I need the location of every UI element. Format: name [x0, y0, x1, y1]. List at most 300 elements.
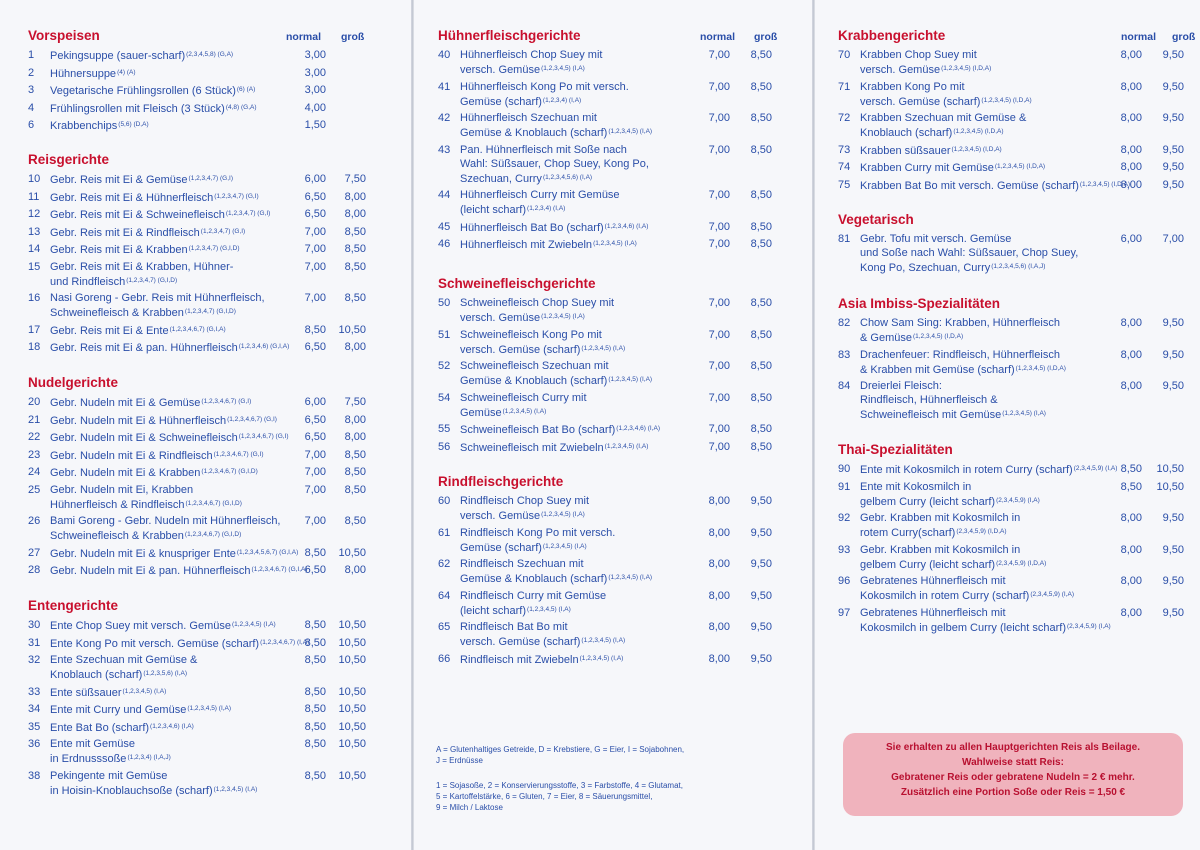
- item-text: versch. Gemüse (scharf): [460, 636, 581, 648]
- item-text: Wahl: Süßsauer, Chop Suey, Kong Po,: [460, 157, 649, 170]
- item-codes: (1,2,3,4,5) (I,A): [581, 344, 626, 352]
- price-gross: 8,00: [344, 208, 366, 220]
- menu-item[interactable]: [838, 543, 1192, 572]
- item-line: [860, 111, 1192, 125]
- item-description: [28, 48, 404, 63]
- menu-item[interactable]: [438, 143, 806, 186]
- price-normal: 8,50: [304, 636, 326, 649]
- price-normal: 6,50: [304, 564, 326, 576]
- menu-item[interactable]: [28, 207, 404, 222]
- item-text: Krabben Szechuan mit Gemüse &: [860, 112, 1027, 124]
- item-line: [860, 407, 1192, 422]
- price-header-gross: groß: [341, 31, 365, 43]
- section-header: [838, 296, 1192, 316]
- item-number: 22: [28, 431, 41, 443]
- item-text: Schweinefleisch Szechuan mit: [460, 360, 609, 372]
- item-codes: (1,2,3,4,5) (I,A): [502, 407, 547, 415]
- item-codes: (1,2,3,4,5) (I,D,A): [1079, 180, 1131, 188]
- price-gross: 8,50: [344, 243, 366, 255]
- item-line: [460, 342, 806, 357]
- price-gross: 8,50: [344, 466, 366, 478]
- item-line: [860, 588, 1192, 603]
- menu-item[interactable]: [438, 237, 806, 252]
- price-normal: 7,00: [708, 49, 730, 61]
- item-codes: (1,2,3,4,5) (I,D,A): [953, 128, 1004, 135]
- menu-item[interactable]: [28, 190, 404, 205]
- item-line: [460, 373, 806, 388]
- price-normal: 7,00: [708, 189, 730, 201]
- item-codes: (1,2,3,4,5) (I,A): [608, 376, 653, 383]
- menu-item[interactable]: [28, 618, 404, 633]
- notice-line: Wahlweise statt Reis:: [962, 757, 1064, 768]
- menu-item[interactable]: [438, 422, 806, 437]
- item-number: 46: [438, 238, 451, 250]
- section-header: [28, 152, 404, 172]
- menu-item[interactable]: [438, 440, 806, 455]
- item-text: Krabben Curry mit Gemüse: [860, 162, 994, 174]
- item-number: 23: [28, 448, 41, 461]
- price-normal: 8,00: [1120, 543, 1142, 556]
- menu-item[interactable]: [28, 172, 404, 187]
- item-text: gelbem Curry (leicht scharf): [860, 495, 996, 508]
- section-header: [28, 598, 404, 618]
- price-normal: 7,00: [708, 391, 730, 404]
- price-gross: 9,50: [1162, 512, 1184, 524]
- price-gross: 9,50: [750, 589, 772, 602]
- item-line: [860, 620, 1192, 635]
- price-gross: 8,50: [750, 391, 772, 404]
- item-line: [860, 480, 1192, 494]
- item-line: [460, 62, 806, 77]
- price-gross: 9,50: [1162, 178, 1184, 191]
- item-codes: (1,2,3,4,5) (I,A): [527, 605, 571, 613]
- item-text: Schweinefleisch & Krabben: [50, 530, 184, 542]
- menu-section: [28, 152, 404, 355]
- price-normal: 8,00: [1120, 161, 1142, 173]
- menu-panel-right: [815, 0, 1200, 850]
- price-gross: 7,50: [344, 173, 366, 185]
- menu-item[interactable]: [438, 652, 806, 667]
- additive-legend: [436, 780, 683, 813]
- price-gross: 8,50: [750, 238, 772, 250]
- price-gross: 8,50: [344, 225, 366, 238]
- item-text: Gebr. Krabben mit Kokosmilch in: [860, 512, 1021, 524]
- allergen-legend: [436, 744, 684, 766]
- menu-item[interactable]: [28, 737, 404, 766]
- item-number: 21: [28, 413, 41, 426]
- menu-item[interactable]: [28, 323, 404, 338]
- item-line: [50, 667, 404, 682]
- item-line: [860, 348, 1192, 362]
- menu-section: [438, 28, 806, 252]
- menu-item[interactable]: [28, 702, 404, 717]
- item-line: [860, 62, 1192, 77]
- price-gross: 9,50: [1162, 49, 1184, 61]
- item-number: 15: [28, 260, 41, 273]
- item-number: 35: [28, 720, 41, 733]
- menu-item[interactable]: [28, 430, 404, 445]
- item-number: 24: [28, 466, 41, 478]
- item-line: [860, 232, 1192, 246]
- menu-item[interactable]: [438, 620, 806, 649]
- menu-item[interactable]: [838, 316, 1192, 345]
- price-normal: 8,50: [304, 654, 326, 666]
- item-text: Gebr. Reis mit Ei & Gemüse: [50, 174, 188, 186]
- price-normal: 8,00: [708, 621, 730, 633]
- menu-item[interactable]: [28, 636, 404, 651]
- item-text: Gebr. Nudeln mit Ei & Hühnerfleisch: [50, 414, 227, 427]
- menu-item[interactable]: [28, 48, 404, 63]
- section-title: Schweinefleischgerichte: [438, 276, 596, 291]
- menu-item[interactable]: [28, 769, 404, 798]
- menu-item[interactable]: [438, 494, 806, 523]
- item-line: [860, 543, 1192, 557]
- price-gross: 8,50: [750, 189, 772, 201]
- item-codes: (1,2,3,4,6,7) (G,I): [227, 415, 277, 423]
- price-gross: 8,00: [344, 190, 366, 203]
- item-codes: (1,2,3,4,6,7) (G,I,D): [185, 499, 242, 507]
- notice-line: Sie erhalten zu allen Hauptgerichten Reis als Beilage.: [886, 742, 1140, 753]
- menu-item[interactable]: [28, 83, 404, 98]
- legend-line: 1 = Sojasoße, 2 = Konservierungsstoffe, 3 = Farbstoffe, 4 = Glutamat,: [436, 781, 683, 790]
- fold-line: [812, 0, 815, 850]
- menu-item[interactable]: [838, 143, 1192, 158]
- item-number: 82: [838, 317, 851, 329]
- item-codes: (1,2,3,4,6,7) (G,I): [213, 450, 264, 458]
- menu-item[interactable]: [28, 66, 404, 81]
- item-codes: (1,2,3,4,6,7) (G,I): [238, 433, 289, 440]
- item-number: 3: [28, 84, 35, 96]
- item-number: 18: [28, 341, 41, 353]
- section-title: Reisgerichte: [28, 152, 110, 167]
- item-text: versch. Gemüse: [460, 312, 541, 324]
- item-line: [460, 405, 806, 420]
- item-codes: (1,2,3,4,5) (I,A): [542, 542, 587, 550]
- price-gross: 10,50: [338, 654, 366, 666]
- price-normal: 7,00: [304, 225, 326, 238]
- menu-item[interactable]: [438, 111, 806, 140]
- item-text: Gebr. Tofu mit versch. Gemüse: [860, 233, 1012, 245]
- item-line: [50, 66, 404, 81]
- item-line: [860, 330, 1192, 345]
- price-normal: 6,50: [304, 208, 326, 220]
- item-text: Ente Kong Po mit versch. Gemüse (scharf): [50, 637, 260, 650]
- item-number: 30: [28, 619, 41, 631]
- item-number: 31: [28, 636, 41, 649]
- item-text: Rindfleisch Szechuan mit: [460, 558, 584, 570]
- item-line: [50, 48, 404, 63]
- item-number: 91: [838, 480, 851, 493]
- price-normal: 7,00: [304, 260, 326, 273]
- item-text: Ente Chop Suey mit versch. Gemüse: [50, 620, 231, 632]
- price-normal: 8,00: [1120, 112, 1142, 124]
- menu-item[interactable]: [838, 232, 1192, 275]
- item-text: Ente Bat Bo (scharf): [50, 721, 150, 734]
- item-line: [460, 571, 806, 586]
- price-gross: 8,50: [344, 292, 366, 304]
- item-text: Frühlingsrollen mit Fleisch (3 Stück): [50, 102, 225, 115]
- price-header-normal: normal: [1121, 31, 1157, 43]
- item-text: Krabbenchips: [50, 120, 118, 132]
- item-codes: (1,2,3,4,6) (I,A): [616, 425, 661, 432]
- menu-item[interactable]: [838, 462, 1192, 477]
- item-line: [860, 511, 1192, 525]
- item-codes: (2,3,4,5,9) (I,A): [1030, 591, 1075, 598]
- item-text: Gemüse (scharf): [460, 95, 542, 108]
- item-line: [460, 540, 806, 555]
- item-number: 60: [438, 495, 451, 507]
- price-gross: 8,50: [750, 49, 772, 61]
- menu-item[interactable]: [438, 296, 806, 325]
- item-description: [28, 66, 404, 81]
- menu-item[interactable]: [838, 574, 1192, 603]
- menu-item[interactable]: [438, 220, 806, 235]
- menu-item[interactable]: [438, 80, 806, 109]
- price-normal: 8,50: [304, 685, 326, 698]
- price-gross: 10,50: [1156, 463, 1184, 475]
- price-normal: 8,00: [1120, 348, 1142, 361]
- price-header-gross: groß: [1172, 31, 1196, 43]
- item-text: Hühnersuppe: [50, 67, 117, 80]
- section-header: [438, 474, 806, 494]
- menu-item[interactable]: [28, 340, 404, 355]
- item-codes: (1,2,3,4,5) (I,D,A): [1015, 364, 1066, 372]
- item-number: 14: [28, 243, 41, 255]
- price-normal: 8,00: [1120, 512, 1142, 524]
- price-normal: 6,50: [304, 413, 326, 426]
- item-line: [50, 528, 404, 543]
- item-text: Krabben Bat Bo mit versch. Gemüse (scharf): [860, 179, 1079, 192]
- item-number: 72: [838, 112, 851, 124]
- menu-item[interactable]: [838, 111, 1192, 140]
- item-line: [860, 143, 1192, 158]
- item-text: Gebr. Reis mit Ei & Krabben, Hühner-: [50, 260, 234, 273]
- item-codes: (1,2,3,4,5) (I,A): [608, 574, 653, 581]
- item-line: [860, 260, 1192, 275]
- item-number: 97: [838, 606, 851, 619]
- item-text: Gebr. Reis mit Ei & Hühnerfleisch: [50, 191, 214, 204]
- menu-item[interactable]: [28, 118, 404, 133]
- price-gross: 9,50: [1162, 317, 1184, 329]
- section-header: [838, 212, 1192, 232]
- item-text: gelbem Curry (leicht scharf): [860, 558, 996, 571]
- price-normal: 7,00: [708, 143, 730, 156]
- item-text: Ente süßsauer: [50, 686, 122, 699]
- price-gross: 10,50: [338, 703, 366, 715]
- section-title: Asia Imbiss-Spezialitäten: [838, 296, 1001, 311]
- item-text: Gebr. Reis mit Ei & Rindfleisch: [50, 226, 200, 239]
- menu-item[interactable]: [28, 653, 404, 682]
- legend-line: 9 = Milch / Laktose: [436, 803, 503, 812]
- item-text: Krabben Chop Suey mit: [860, 49, 977, 61]
- menu-item[interactable]: [28, 720, 404, 735]
- menu-section: [28, 375, 404, 578]
- price-normal: 8,00: [1120, 143, 1142, 156]
- price-normal: 7,00: [708, 423, 730, 435]
- item-number: 51: [438, 328, 451, 341]
- item-codes: (1,2,3,4,5) (I,D,A): [994, 163, 1046, 170]
- menu-item[interactable]: [28, 225, 404, 240]
- menu-item[interactable]: [28, 563, 404, 578]
- price-gross: 10,50: [338, 685, 366, 698]
- item-text: Rindfleisch Bat Bo mit: [460, 621, 568, 633]
- price-normal: 8,00: [1120, 380, 1142, 392]
- item-codes: (6) (A): [236, 86, 256, 93]
- item-line: [860, 80, 1192, 94]
- item-text: Schweinefleisch Chop Suey mit: [460, 297, 615, 309]
- section-title: Thai-Spezialitäten: [838, 442, 953, 457]
- menu-item[interactable]: [28, 483, 404, 512]
- menu-item[interactable]: [838, 511, 1192, 540]
- item-codes: (4) (A): [117, 68, 136, 76]
- price-gross: 9,50: [750, 558, 772, 570]
- menu-item[interactable]: [838, 480, 1192, 509]
- item-codes: (1,2,3,4,5) (I,A): [604, 442, 649, 450]
- price-gross: 8,50: [344, 448, 366, 461]
- price-normal: 6,50: [304, 431, 326, 443]
- menu-item[interactable]: [838, 160, 1192, 175]
- item-codes: (2,3,4,5,8) (G,A): [186, 51, 234, 58]
- item-number: 50: [438, 297, 451, 309]
- price-gross: 9,50: [1162, 112, 1184, 124]
- price-normal: 7,00: [304, 243, 326, 255]
- price-gross: 8,00: [344, 564, 366, 576]
- item-codes: (2,3,4,5,9) (I,A): [996, 496, 1040, 504]
- item-line: [860, 462, 1192, 477]
- item-line: [460, 634, 806, 649]
- price-normal: 7,00: [304, 466, 326, 478]
- item-line: [860, 494, 1192, 509]
- price-normal: 8,00: [708, 589, 730, 602]
- menu-item[interactable]: [28, 448, 404, 463]
- item-text: Drachenfeuer: Rindfleisch, Hühnerfleisch: [860, 348, 1060, 361]
- menu-item[interactable]: [28, 291, 404, 320]
- menu-item[interactable]: [438, 188, 806, 217]
- price-normal: 6,00: [304, 396, 326, 408]
- item-text: Pekingsuppe (sauer-scharf): [50, 50, 186, 62]
- item-text: Vegetarische Frühlingsrollen (6 Stück): [50, 85, 236, 97]
- price-normal: 8,50: [304, 769, 326, 782]
- menu-item[interactable]: [438, 526, 806, 555]
- price-normal: 3,00: [304, 66, 326, 79]
- item-codes: (1,2,3,4,5) (I,A): [541, 65, 585, 72]
- menu-item[interactable]: [28, 514, 404, 543]
- price-gross: 8,00: [344, 341, 366, 353]
- menu-item[interactable]: [838, 348, 1192, 377]
- item-line: [460, 157, 806, 171]
- price-gross: 9,50: [1162, 143, 1184, 156]
- item-text: Hühnerfleisch Chop Suey mit: [460, 49, 603, 61]
- item-number: 45: [438, 220, 451, 233]
- section-header: [28, 375, 404, 395]
- item-line: [860, 125, 1192, 140]
- menu-item[interactable]: [28, 101, 404, 116]
- item-number: 65: [438, 621, 451, 633]
- item-text: und Soße nach Wahl: Süßsauer, Chop Suey,: [860, 247, 1079, 259]
- item-number: 43: [438, 143, 451, 156]
- menu-item[interactable]: [28, 413, 404, 428]
- price-header-gross: groß: [754, 31, 778, 43]
- menu-section: [438, 474, 806, 667]
- menu-item[interactable]: [28, 465, 404, 480]
- menu-item[interactable]: [438, 359, 806, 388]
- item-text: Gebr. Nudeln mit Ei & knuspriger Ente: [50, 547, 236, 560]
- item-line: [460, 202, 806, 217]
- item-number: 32: [28, 654, 41, 666]
- item-number: 27: [28, 546, 41, 559]
- item-number: 54: [438, 391, 451, 404]
- item-line: [860, 362, 1192, 377]
- price-gross: 8,50: [344, 515, 366, 527]
- item-line: [860, 557, 1192, 572]
- item-line: [460, 603, 806, 618]
- price-normal: 8,00: [1120, 49, 1142, 61]
- item-codes: (1,2,3,4,6) (I,A): [604, 222, 649, 230]
- item-codes: (1,2,3,4,5) (I,A): [579, 654, 624, 662]
- item-codes: (1,2,3,4,5) (I,A): [122, 687, 167, 695]
- menu-item[interactable]: [838, 80, 1192, 109]
- item-number: 55: [438, 423, 451, 435]
- price-gross: 8,00: [344, 413, 366, 426]
- item-text: Ente mit Kokosmilch in: [860, 480, 972, 493]
- price-normal: 7,00: [708, 238, 730, 250]
- price-gross: 8,50: [750, 423, 772, 435]
- item-text: Gemüse & Knoblauch (scharf): [460, 573, 608, 585]
- price-gross: 9,50: [750, 495, 772, 507]
- item-text: Ente mit Curry und Gemüse: [50, 704, 187, 716]
- menu-item[interactable]: [28, 685, 404, 700]
- menu-item[interactable]: [438, 557, 806, 586]
- price-normal: 7,00: [304, 515, 326, 527]
- item-text: Pekingente mit Gemüse: [50, 769, 168, 782]
- item-number: 4: [28, 101, 35, 114]
- menu-item[interactable]: [28, 260, 404, 289]
- menu-item[interactable]: [438, 589, 806, 618]
- price-normal: 7,00: [304, 483, 326, 496]
- item-codes: (1,2,3,4,5) (I,A): [541, 511, 585, 518]
- item-text: Gebratenes Hühnerfleisch mit: [860, 606, 1006, 619]
- item-codes: (5,6) (D,A): [118, 121, 149, 128]
- item-codes: (2,3,4,5,9) (I,A): [1067, 622, 1111, 630]
- item-codes: (1,2,3,4,5) (I,D,A): [981, 96, 1032, 104]
- item-text: & Krabben mit Gemüse (scharf): [860, 363, 1015, 376]
- menu-item[interactable]: [28, 395, 404, 410]
- price-gross: 10,50: [338, 636, 366, 649]
- menu-item[interactable]: [838, 48, 1192, 77]
- item-text: Schweinefleisch Curry mit: [460, 391, 587, 404]
- item-number: 42: [438, 112, 451, 124]
- menu-item[interactable]: [838, 379, 1192, 422]
- menu-item[interactable]: [28, 546, 404, 561]
- item-line: [50, 83, 404, 98]
- price-normal: 7,00: [708, 112, 730, 124]
- menu-item[interactable]: [838, 178, 1192, 193]
- menu-item[interactable]: [438, 48, 806, 77]
- menu-item[interactable]: [28, 242, 404, 257]
- item-number: 11: [28, 190, 40, 203]
- item-line: [860, 246, 1192, 260]
- price-gross: 8,50: [750, 360, 772, 372]
- item-number: 25: [28, 483, 41, 496]
- item-text: Rindfleisch, Hühnerfleisch &: [860, 394, 998, 406]
- item-number: 84: [838, 380, 851, 392]
- menu-item[interactable]: [838, 606, 1192, 635]
- item-line: [50, 274, 404, 289]
- item-text: Gebr. Nudeln mit Ei, Krabben: [50, 483, 194, 496]
- item-codes: (1,2,3,4,5) (I,D,A): [912, 333, 964, 340]
- menu-item[interactable]: [438, 391, 806, 420]
- menu-item[interactable]: [438, 328, 806, 357]
